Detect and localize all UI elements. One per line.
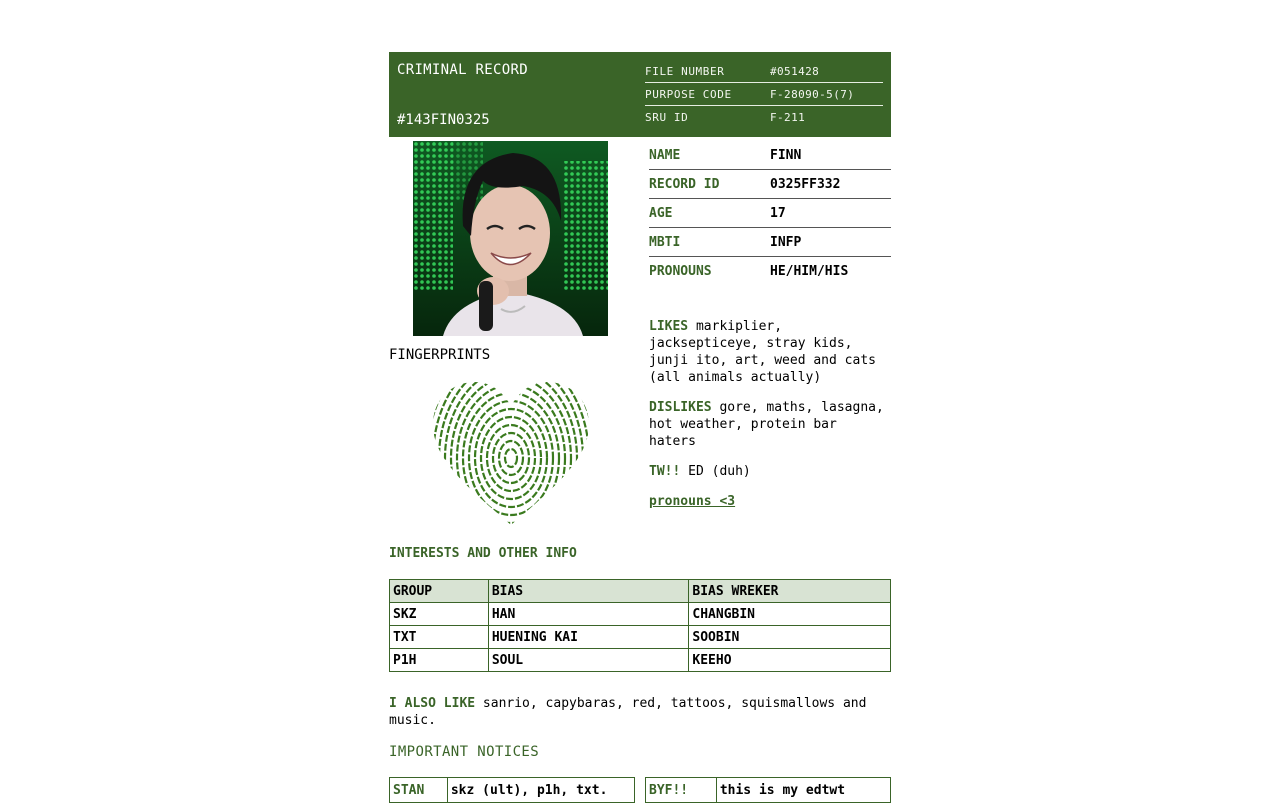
tw-note [649, 463, 891, 480]
also-like-text: sanrio, capybaras, red, tattoos, squismallows and music. [389, 696, 867, 728]
info-value: HE/HIM/HIS [770, 263, 849, 279]
info-value: FINN [770, 147, 802, 163]
likes-label: LIKES [649, 319, 689, 334]
meta-label: FILE NUMBER [645, 64, 725, 78]
stan-value: skz (ult), p1h, txt. [447, 778, 634, 803]
byf-value: this is my edtwt [716, 778, 890, 803]
info-value: INFP [770, 234, 802, 250]
info-value: 0325FF332 [770, 176, 841, 192]
table-header-row [390, 580, 891, 603]
table-row [390, 649, 891, 672]
info-label: MBTI [649, 234, 681, 250]
column-header: GROUP [390, 580, 489, 603]
heart-fingerprint-icon [431, 380, 591, 528]
table-cell: P1H [390, 649, 489, 672]
info-row-record-id [649, 170, 891, 199]
stan-notice-table [389, 777, 635, 803]
pronouns-note [649, 493, 891, 510]
meta-label: SRU ID [645, 110, 689, 124]
byf-label: BYF!! [646, 778, 717, 803]
likes-text: markiplier, jacksepticeye, stray kids, junji ito, art, weed and cats (all animals actually) [649, 319, 876, 385]
fingerprints-title: FINGERPRINTS [389, 347, 491, 363]
column-header: BIAS [488, 580, 689, 603]
table-cell: CHANGBIN [689, 603, 891, 626]
table-row [646, 778, 891, 803]
meta-value: F-28090-5(7) [770, 87, 855, 101]
info-row-age [649, 199, 891, 228]
table-cell: HAN [488, 603, 689, 626]
meta-value: F-211 [770, 110, 806, 124]
column-header: BIAS WREKER [689, 580, 891, 603]
byf-notice-table [645, 777, 891, 803]
info-label: AGE [649, 205, 673, 221]
also-like-label: I ALSO LIKE [389, 696, 476, 711]
pronouns-link[interactable]: pronouns <3 [649, 494, 736, 509]
table-row [390, 626, 891, 649]
profile-notes [649, 318, 891, 523]
dislikes-text: gore, maths, lasagna, hot weather, protein bar haters [649, 400, 884, 449]
table-row [390, 778, 635, 803]
tw-label: TW!! [649, 464, 681, 479]
dislikes-note [649, 399, 891, 450]
stan-label: STAN [390, 778, 448, 803]
criminal-record-card [389, 52, 891, 798]
meta-label: PURPOSE CODE [645, 87, 732, 101]
table-cell: SKZ [390, 603, 489, 626]
table-cell: TXT [390, 626, 489, 649]
record-header [389, 52, 891, 137]
likes-note [649, 318, 891, 386]
also-like-note [389, 695, 891, 729]
meta-row-sru-id [645, 106, 883, 128]
table-cell: SOUL [488, 649, 689, 672]
dislikes-label: DISLIKES [649, 400, 712, 415]
profile-photo [413, 141, 608, 336]
info-value: 17 [770, 205, 786, 221]
meta-row-purpose-code [645, 83, 883, 106]
info-row-name [649, 141, 891, 170]
table-cell: HUENING KAI [488, 626, 689, 649]
table-cell: KEEHO [689, 649, 891, 672]
profile-photo-image [413, 141, 608, 336]
record-id-code: #143FIN0325 [397, 112, 490, 128]
record-meta [645, 60, 883, 128]
record-title: CRIMINAL RECORD [397, 62, 528, 78]
info-label: NAME [649, 147, 681, 163]
meta-value: #051428 [770, 64, 820, 78]
profile-info [649, 141, 891, 285]
info-row-mbti [649, 228, 891, 257]
info-label: PRONOUNS [649, 263, 712, 279]
important-notices-title: IMPORTANT NOTICES [389, 744, 540, 760]
interests-title: INTERESTS AND OTHER INFO [389, 546, 577, 561]
info-row-pronouns [649, 257, 891, 285]
table-row [390, 603, 891, 626]
bias-table [389, 579, 891, 672]
info-label: RECORD ID [649, 176, 720, 192]
tw-text: ED (duh) [688, 464, 751, 479]
table-cell: SOOBIN [689, 626, 891, 649]
meta-row-file-number [645, 60, 883, 83]
